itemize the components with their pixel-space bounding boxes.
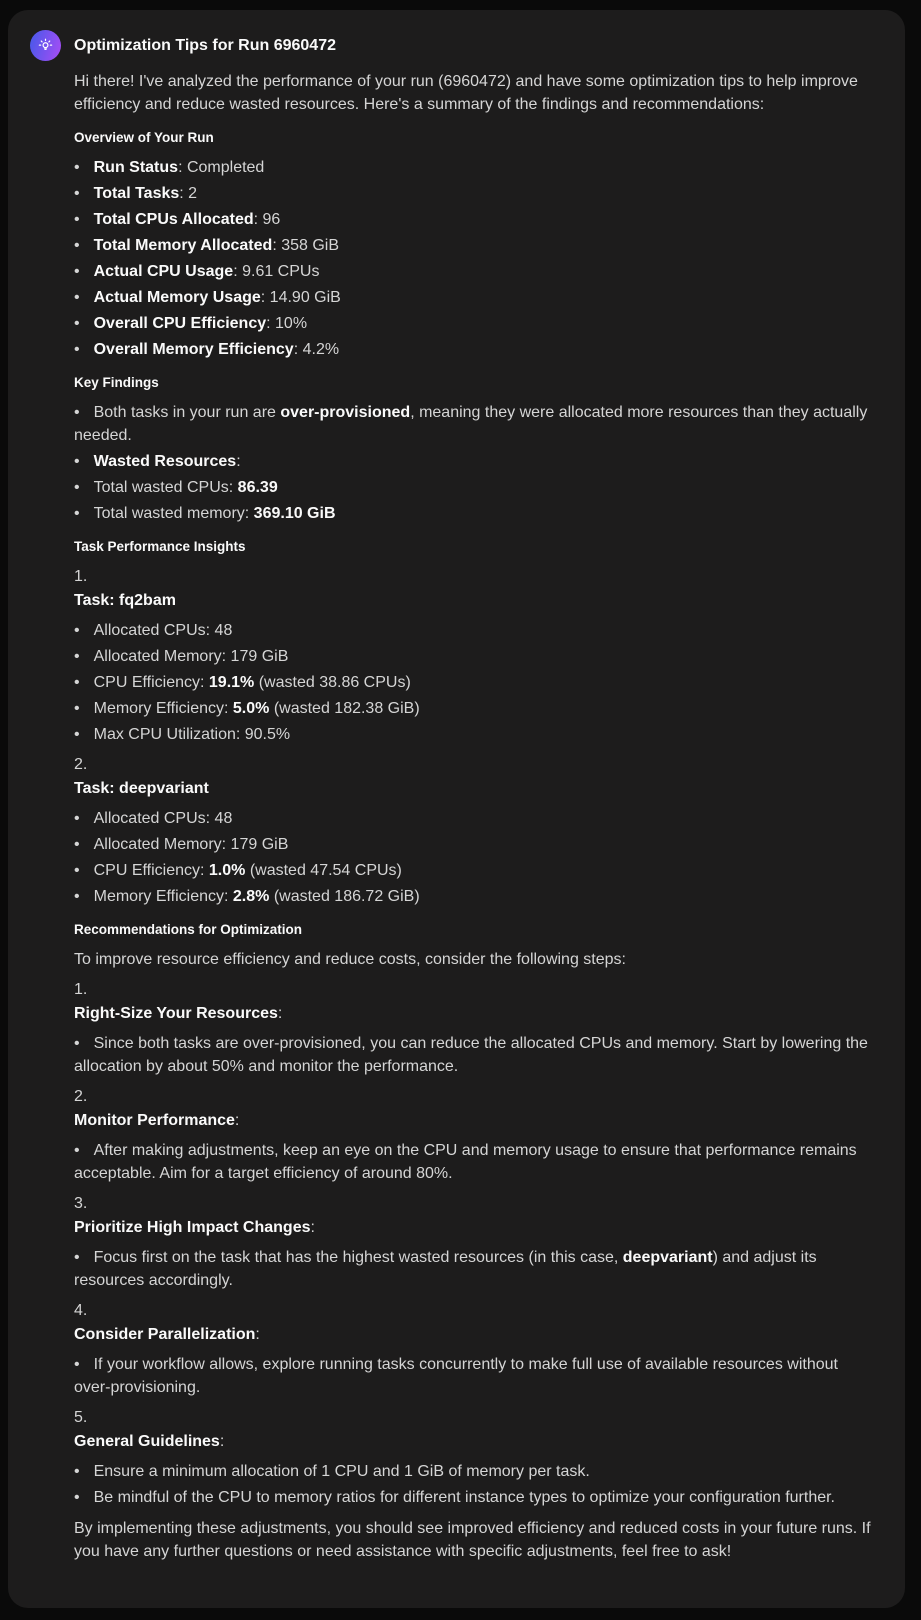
item-bold: Total Tasks <box>93 185 180 202</box>
list-item <box>74 450 877 473</box>
item-bold: 19.1% <box>208 674 255 691</box>
item-bold: Wasted Resources <box>93 453 237 470</box>
item-text: : <box>236 453 241 470</box>
list-item <box>74 723 877 746</box>
item-text: Allocated CPUs: 48 <box>93 622 233 639</box>
message-content <box>74 30 877 1563</box>
step-title <box>74 1323 877 1346</box>
section-heading-overview: Overview of Your Run <box>74 130 214 145</box>
item-text: CPU Efficiency: <box>93 862 209 879</box>
item-text: : 358 GiB <box>272 237 340 254</box>
list-item <box>74 1460 877 1483</box>
step-number: 3. <box>74 1195 88 1212</box>
item-text: If your workflow allows, explore running tasks concurrently to make full use of available resources without over-provisioning. <box>74 1356 838 1396</box>
list-item <box>74 619 877 642</box>
assistant-message-card <box>8 10 905 1608</box>
list-item <box>74 697 877 720</box>
step-number: 2. <box>74 1088 88 1105</box>
assistant-message <box>30 30 877 1563</box>
list-item <box>74 671 877 694</box>
list-item <box>74 260 877 283</box>
item-bold: 86.39 <box>237 479 278 496</box>
item-text: : 9.61 CPUs <box>233 263 320 280</box>
section-heading-key-findings: Key Findings <box>74 375 159 390</box>
step-title-bold: General Guidelines <box>74 1433 220 1450</box>
item-text: CPU Efficiency: <box>93 674 209 691</box>
item-text: : 96 <box>253 211 281 228</box>
item-text: After making adjustments, keep an eye on the CPU and memory usage to ensure that performance remains acceptable. Aim for a target efficiency of around 80%. <box>74 1142 857 1182</box>
list-item <box>74 885 877 908</box>
item-text: , meaning they were allocated more resources than they actually needed. <box>74 404 868 444</box>
list-item <box>74 182 877 205</box>
item-text: Since both tasks are over-provisioned, you can reduce the allocated CPUs and memory. Start by lowering the allocation by about 50% and monitor the performance. <box>74 1035 868 1075</box>
item-text: : 2 <box>179 185 198 202</box>
item-text: (wasted 182.38 GiB) <box>269 700 420 717</box>
section-heading-task-insights: Task Performance Insights <box>74 539 246 554</box>
list-item <box>74 1032 877 1078</box>
item-text: : Completed <box>178 159 265 176</box>
item-text: : 4.2% <box>293 341 340 358</box>
step-list <box>74 1353 877 1399</box>
list-item <box>74 156 877 179</box>
task-deepvariant-list <box>74 807 877 908</box>
step-title <box>74 1109 877 1132</box>
overview-list <box>74 156 877 361</box>
lightbulb-icon <box>37 37 54 54</box>
list-item <box>74 286 877 309</box>
step-title-bold: Monitor Performance <box>74 1112 235 1129</box>
item-text: Be mindful of the CPU to memory ratios for different instance types to optimize your configuration further. <box>93 1489 835 1506</box>
item-bold: Overall Memory Efficiency <box>93 341 294 358</box>
step-list <box>74 1246 877 1292</box>
task-number: 1. <box>74 568 88 585</box>
recommendations-intro: To improve resource efficiency and reduce costs, consider the following steps: <box>74 951 626 968</box>
item-bold: 369.10 GiB <box>253 505 336 522</box>
step-number: 1. <box>74 981 88 998</box>
item-text: Memory Efficiency: <box>93 888 233 905</box>
item-text: (wasted 38.86 CPUs) <box>254 674 411 691</box>
task-title: Task: deepvariant <box>74 780 209 797</box>
step-number: 4. <box>74 1302 88 1319</box>
list-item <box>74 807 877 830</box>
message-title: Optimization Tips for Run 6960472 <box>74 37 336 54</box>
step-number: 5. <box>74 1409 88 1426</box>
step-list <box>74 1139 877 1185</box>
item-bold: Total Memory Allocated <box>93 237 273 254</box>
list-item <box>74 208 877 231</box>
item-bold: Actual Memory Usage <box>93 289 261 306</box>
item-text: Allocated Memory: 179 GiB <box>93 836 289 853</box>
list-item <box>74 312 877 335</box>
item-text: : 10% <box>266 315 308 332</box>
step-title-colon: : <box>255 1326 260 1343</box>
list-item <box>74 859 877 882</box>
item-text: Allocated CPUs: 48 <box>93 810 233 827</box>
list-item <box>74 234 877 257</box>
step-title-colon: : <box>219 1433 225 1450</box>
step-title-colon: : <box>310 1219 315 1236</box>
item-text: (wasted 47.54 CPUs) <box>245 862 402 879</box>
key-findings-list <box>74 401 877 525</box>
list-item <box>74 338 877 361</box>
item-text: Memory Efficiency: <box>93 700 233 717</box>
item-bold: Overall CPU Efficiency <box>93 315 267 332</box>
step-list <box>74 1032 877 1078</box>
item-bold: Actual CPU Usage <box>93 263 234 280</box>
list-item <box>74 1486 877 1509</box>
step-title <box>74 1002 877 1025</box>
task-fq2bam-list <box>74 619 877 746</box>
step-title-colon: : <box>234 1112 240 1129</box>
item-bold: 5.0% <box>232 700 270 717</box>
step-title-bold: Consider Parallelization <box>74 1326 256 1343</box>
list-item <box>74 833 877 856</box>
task-number: 2. <box>74 756 88 773</box>
list-item <box>74 401 877 447</box>
list-item <box>74 1139 877 1185</box>
intro-paragraph: Hi there! I've analyzed the performance of your run (6960472) and have some optimization tips to help improve efficiency and reduce wasted resources. Here's a summary of the findings and recommendations: <box>74 73 858 113</box>
item-text: : 14.90 GiB <box>260 289 341 306</box>
item-text: Both tasks in your run are <box>93 404 281 421</box>
list-item <box>74 645 877 668</box>
item-bold: deepvariant <box>622 1249 713 1266</box>
item-bold: 2.8% <box>232 888 270 905</box>
item-text: Max CPU Utilization: 90.5% <box>93 726 291 743</box>
section-heading-recommendations: Recommendations for Optimization <box>74 922 303 937</box>
list-item <box>74 1246 877 1292</box>
list-item <box>74 476 877 499</box>
step-title-bold: Right-Size Your Resources <box>74 1005 278 1022</box>
step-title <box>74 1216 877 1239</box>
item-bold: Total CPUs Allocated <box>93 211 254 228</box>
task-title: Task: fq2bam <box>74 592 176 609</box>
step-title-bold: Prioritize High Impact Changes <box>74 1219 311 1236</box>
step-list <box>74 1460 877 1509</box>
list-item <box>74 1353 877 1399</box>
item-bold: over-provisioned <box>280 404 411 421</box>
item-bold: Run Status <box>93 159 179 176</box>
step-title-colon: : <box>277 1005 283 1022</box>
item-bold: 1.0% <box>208 862 246 879</box>
item-text: Allocated Memory: 179 GiB <box>93 648 289 665</box>
item-text: Total wasted CPUs: <box>93 479 238 496</box>
step-title <box>74 1430 877 1453</box>
item-text: Ensure a minimum allocation of 1 CPU and 1 GiB of memory per task. <box>93 1463 590 1480</box>
item-text: Focus first on the task that has the highest wasted resources (in this case, <box>93 1249 623 1266</box>
item-text: (wasted 186.72 GiB) <box>269 888 420 905</box>
assistant-avatar <box>30 30 61 61</box>
list-item <box>74 502 877 525</box>
item-text: ) and adjust its resources accordingly. <box>74 1249 817 1289</box>
closing-paragraph: By implementing these adjustments, you should see improved efficiency and reduced costs in your future runs. If you have any further questions or need assistance with specific adjustments, feel free to ask! <box>74 1520 871 1560</box>
item-text: Total wasted memory: <box>93 505 254 522</box>
